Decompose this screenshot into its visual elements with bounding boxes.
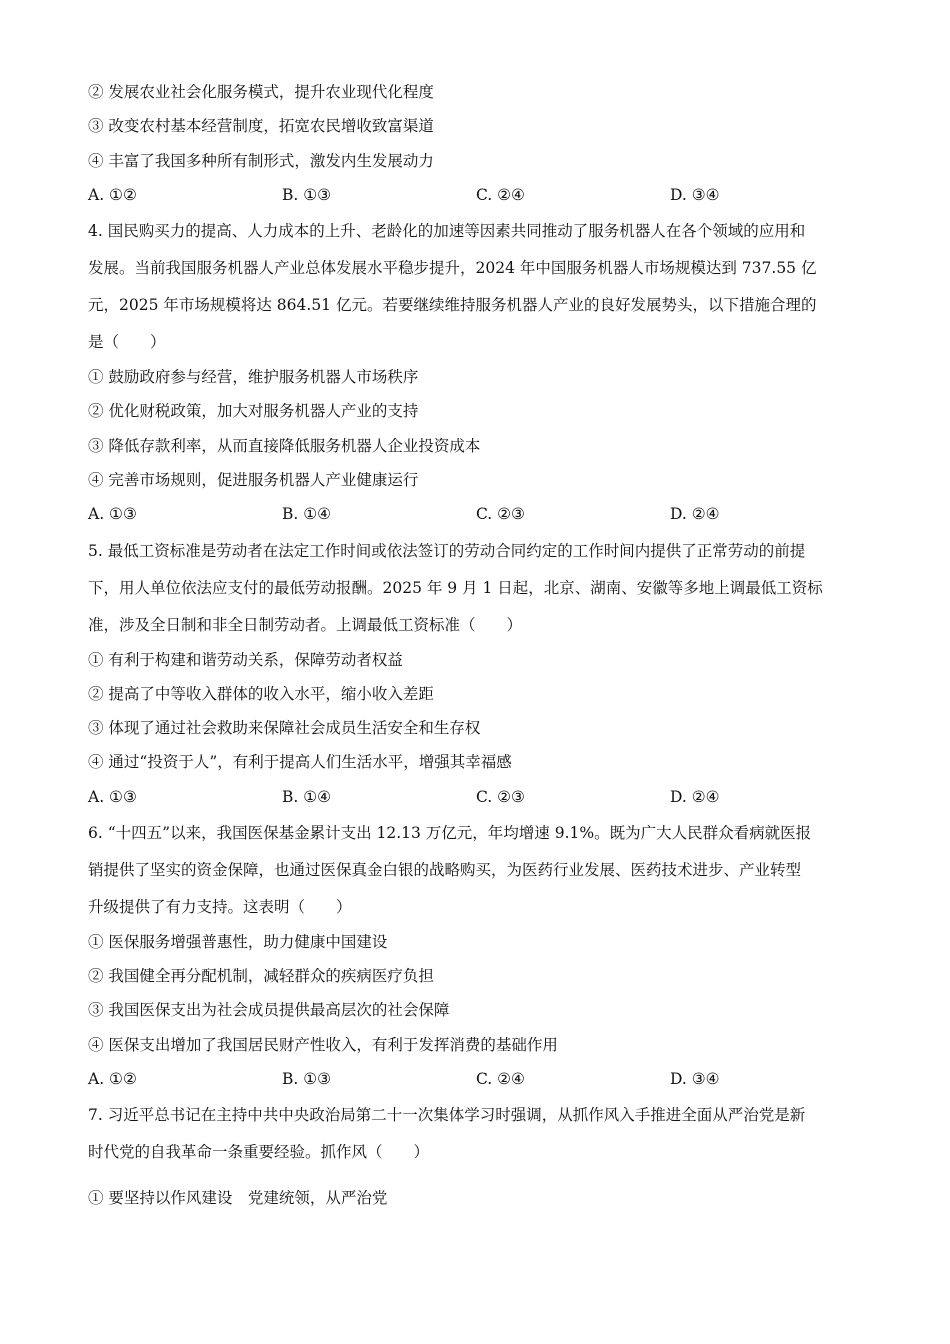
q5-stem-line-2: 下，用人单位依法应支付的最低劳动报酬。2025 年 9 月 1 日起，北京、湖南、安徽等多地上调最低工资标 (88, 579, 823, 597)
q3-options (88, 185, 868, 205)
q4-statement-1: ① 鼓励政府参与经营，维护服务机器人市场秩序 (88, 368, 419, 386)
q5-statement-4: ④ 通过“投资于人”，有利于提高人们生活水平，增强其幸福感 (88, 753, 512, 771)
q6-option-c[interactable]: C. ②④ (476, 1070, 525, 1088)
q4-statement-2: ② 优化财税政策，加大对服务机器人产业的支持 (88, 402, 419, 420)
q4-option-a[interactable]: A. ①③ (88, 505, 137, 523)
q4-stem-line-1: 4. 国民购买力的提高、人力成本的上升、老龄化的加速等因素共同推动了服务机器人在各个领域的应用和 (88, 222, 806, 240)
q6-stem-line-3: 升级提供了有力支持。这表明（ ） (88, 898, 352, 916)
q4-option-c[interactable]: C. ②③ (476, 505, 525, 523)
q6-statement-3: ③ 我国医保支出为社会成员提供最高层次的社会保障 (88, 1001, 450, 1019)
q6-stem-line-1: 6. “十四五”以来，我国医保基金累计支出 12.13 万亿元，年均增速 9.1%。既为广大人民群众看病就医报 (88, 824, 812, 842)
q3-statement-3: ③ 改变农村基本经营制度，拓宽农民增收致富渠道 (88, 117, 434, 135)
q3-statement-4: ④ 丰富了我国多种所有制形式，激发内生发展动力 (88, 152, 434, 170)
q5-options (88, 787, 868, 807)
q3-statement-2: ② 发展农业社会化服务模式，提升农业现代化程度 (88, 83, 434, 101)
q5-option-a[interactable]: A. ①③ (88, 788, 137, 806)
q3-option-b[interactable]: B. ①③ (282, 186, 332, 204)
q5-statement-3: ③ 体现了通过社会救助来保障社会成员生活安全和生存权 (88, 719, 481, 737)
q3-option-a[interactable]: A. ①② (88, 186, 137, 204)
q4-stem-line-2: 发展。当前我国服务机器人产业总体发展水平稳步提升，2024 年中国服务机器人市场规模达到 737.55 亿 (88, 259, 817, 277)
q4-stem-line-4: 是（ ） (88, 333, 166, 351)
q7-stem-line-2: 时代党的自我革命一条重要经验。抓作风（ ） (88, 1143, 430, 1161)
q5-option-c[interactable]: C. ②③ (476, 788, 525, 806)
q4-options (88, 504, 868, 524)
q6-option-a[interactable]: A. ①② (88, 1070, 137, 1088)
q3-option-d[interactable]: D. ③④ (670, 186, 720, 204)
q6-statement-1: ① 医保服务增强普惠性，助力健康中国建设 (88, 933, 388, 951)
q6-stem-line-2: 销提供了坚实的资金保障，也通过医保真金白银的战略购买，为医药行业发展、医药技术进步、产业转型 (88, 861, 802, 879)
q4-option-b[interactable]: B. ①④ (282, 505, 332, 523)
q5-option-d[interactable]: D. ②④ (670, 788, 720, 806)
q5-statement-1: ① 有利于构建和谐劳动关系，保障劳动者权益 (88, 651, 403, 669)
q6-options (88, 1069, 868, 1089)
q6-statement-4: ④ 医保支出增加了我国居民财产性收入，有利于发挥消费的基础作用 (88, 1036, 558, 1054)
q5-stem-line-3: 准，涉及全日制和非全日制劳动者。上调最低工资标准（ ） (88, 616, 523, 634)
q4-statement-3: ③ 降低存款利率，从而直接降低服务机器人企业投资成本 (88, 437, 481, 455)
q5-statement-2: ② 提高了中等收入群体的收入水平，缩小收入差距 (88, 685, 434, 703)
q4-statement-4: ④ 完善市场规则，促进服务机器人产业健康运行 (88, 471, 419, 489)
q5-stem-line-1: 5. 最低工资标准是劳动者在法定工作时间或依法签订的劳动合同约定的工作时间内提供了正常劳动的前提 (88, 542, 806, 560)
q4-stem-line-3: 元，2025 年市场规模将达 864.51 亿元。若要继续维持服务机器人产业的良好发展势头，以下措施合理的 (88, 296, 817, 314)
q3-option-c[interactable]: C. ②④ (476, 186, 525, 204)
q6-option-b[interactable]: B. ①③ (282, 1070, 332, 1088)
q6-option-d[interactable]: D. ③④ (670, 1070, 720, 1088)
q4-option-d[interactable]: D. ②④ (670, 505, 720, 523)
q7-stem-line-1: 7. 习近平总书记在主持中共中央政治局第二十一次集体学习时强调，从抓作风入手推进全面从严治党是新 (88, 1106, 806, 1124)
q6-statement-2: ② 我国健全再分配机制，减轻群众的疾病医疗负担 (88, 967, 434, 985)
q7-statement-1: ① 要坚持以作风建设 党建统领，从严治党 (88, 1189, 388, 1207)
q5-option-b[interactable]: B. ①④ (282, 788, 332, 806)
